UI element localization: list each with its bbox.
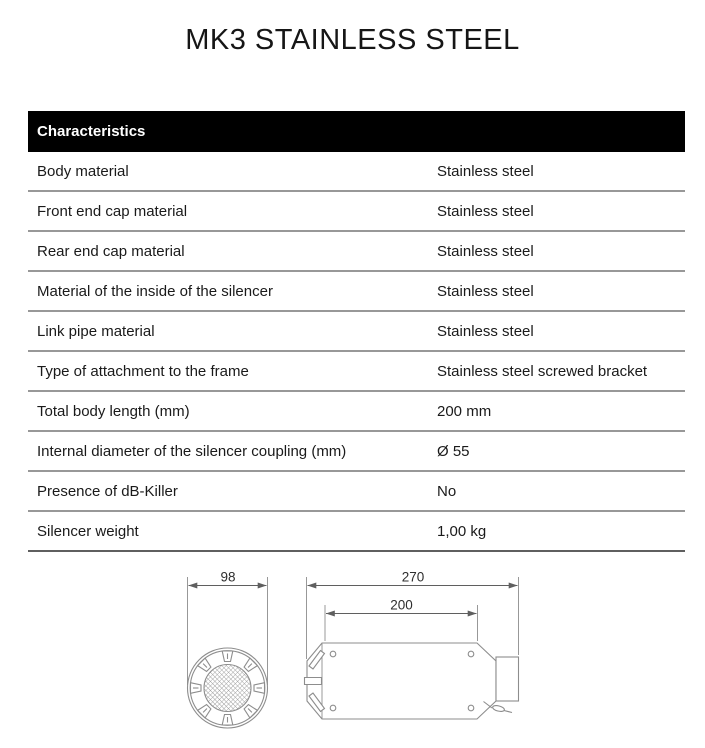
- table-row: [28, 512, 685, 552]
- table-row: [28, 232, 685, 272]
- row-label: Body material: [37, 162, 129, 180]
- row-value: No: [437, 482, 457, 500]
- table-row: [28, 392, 685, 432]
- dimension-270-label: 270: [401, 569, 425, 585]
- row-label: Link pipe material: [37, 322, 155, 340]
- side-view: [305, 643, 519, 719]
- technical-drawing: [0, 552, 705, 748]
- dimension-200: [325, 598, 478, 642]
- table-row: [28, 312, 685, 352]
- row-value: Stainless steel: [437, 162, 534, 180]
- table-row: [28, 432, 685, 472]
- row-label: Front end cap material: [37, 202, 188, 220]
- table-row: [28, 152, 685, 192]
- row-value: 200 mm: [437, 402, 492, 420]
- characteristics-table: [28, 111, 685, 552]
- table-header-label: Characteristics: [37, 123, 146, 140]
- table-row: [28, 192, 685, 232]
- row-value: Stainless steel: [437, 322, 534, 340]
- row-label: Internal diameter of the silencer coupling (mm): [37, 442, 347, 460]
- table-row: [28, 352, 685, 392]
- page-title: MK3 STAINLESS STEEL: [185, 24, 520, 56]
- row-label: Total body length (mm): [37, 402, 190, 420]
- table-row: [28, 472, 685, 512]
- front-view-mesh: [204, 665, 251, 712]
- table-row: [28, 272, 685, 312]
- row-label: Rear end cap material: [37, 242, 185, 260]
- side-view-outlet-pipe: [496, 657, 519, 701]
- front-view: [188, 648, 268, 728]
- characteristics-rows: [28, 152, 685, 552]
- row-value: Stainless steel: [437, 242, 534, 260]
- row-value: Stainless steel: [437, 282, 534, 300]
- row-label: Material of the inside of the silencer: [37, 282, 273, 300]
- row-value: Stainless steel: [437, 202, 534, 220]
- row-value: 1,00 kg: [437, 522, 487, 540]
- row-value: Ø 55: [437, 442, 470, 460]
- dimension-98-label: 98: [220, 569, 236, 585]
- row-label: Presence of dB-Killer: [37, 482, 178, 500]
- dimension-200-label: 200: [390, 597, 413, 613]
- row-label: Silencer weight: [37, 522, 139, 540]
- row-label: Type of attachment to the frame: [37, 362, 249, 380]
- row-value: Stainless steel screwed bracket: [437, 362, 648, 380]
- table-header: [28, 111, 685, 152]
